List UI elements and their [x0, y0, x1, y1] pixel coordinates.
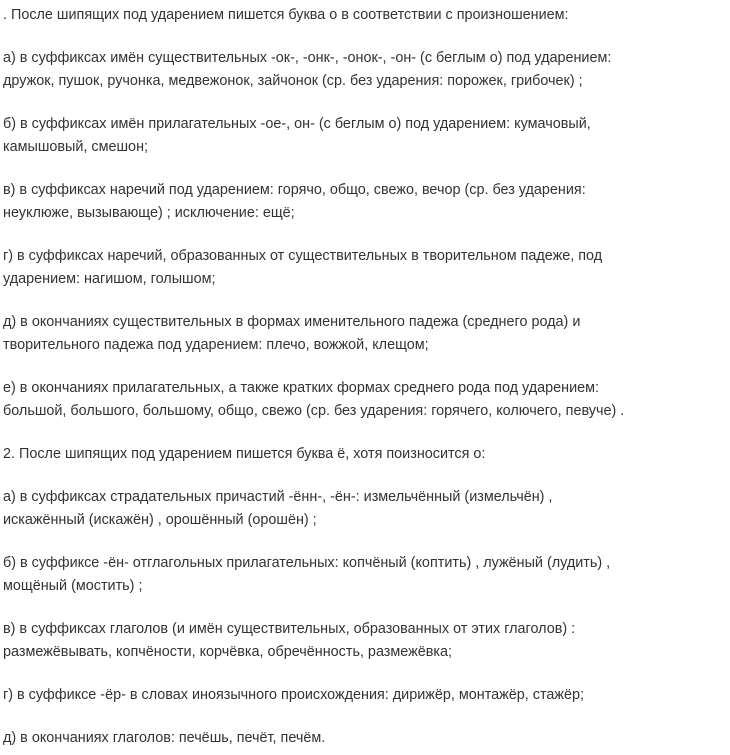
paragraph-rule-2v — [3, 618, 727, 664]
text-line: мощёный (мостить) ; — [3, 578, 143, 594]
paragraph-rule-a — [3, 47, 727, 93]
text-line: а) в суффиксах имён существительных -ок-, -онк-, -онок-, -он- (с беглым о) под ударением: — [3, 50, 612, 66]
text-line: размежёвывать, копчёности, корчёвка, обречённость, размежёвка; — [3, 644, 453, 660]
text-line: в) в суффиксах наречий под ударением: горячо, общо, свежо, вечор (ср. без ударения: — [3, 182, 586, 198]
paragraph-rule-2b — [3, 552, 727, 598]
text-line: в) в суффиксах глаголов (и имён существительных, образованных от этих глаголов) : — [3, 621, 576, 637]
text-line: г) в суффиксе -ёр- в словах иноязычного происхождения: дирижёр, монтажёр, стажёр; — [3, 687, 585, 703]
text-line: искажённый (искажён) , орошённый (орошён) ; — [3, 512, 317, 528]
paragraph-rule-2a — [3, 486, 727, 532]
text-line: 2. После шипящих под ударением пишется буква ё, хотя поизносится о: — [3, 446, 486, 462]
text-line: г) в суффиксах наречий, образованных от существительных в творительном падеже, под — [3, 248, 603, 264]
text-line: творительного падежа под ударением: плечо, вожжой, клещом; — [3, 337, 429, 353]
paragraph-rule-2d — [3, 727, 727, 750]
text-line: а) в суффиксах страдательных причастий -ённ-, -ён-: измельчённый (измельчён) , — [3, 489, 553, 505]
paragraph-rule-g — [3, 245, 727, 291]
text-line: неуклюже, вызывающе) ; исключение: ещё; — [3, 205, 295, 221]
paragraph-rule-b — [3, 113, 727, 159]
paragraph-rule-e — [3, 377, 727, 423]
paragraph-intro — [3, 4, 727, 27]
text-line: б) в суффиксах имён прилагательных -ое-, он- (с беглым о) под ударением: кумачовый, — [3, 116, 591, 132]
text-line: . После шипящих под ударением пишется буква о в соответствии с произношением: — [3, 7, 569, 23]
text-line: д) в окончаниях глаголов: печёшь, печёт, печём. — [3, 730, 326, 746]
text-line: б) в суффиксе -ён- отглагольных прилагательных: копчёный (коптить) , лужёный (лудить) , — [3, 555, 611, 571]
paragraph-rule-v — [3, 179, 727, 225]
paragraph-rule-2g — [3, 684, 727, 707]
text-line: камышовый, смешон; — [3, 139, 149, 155]
text-line: д) в окончаниях существительных в формах именительного падежа (среднего рода) и — [3, 314, 581, 330]
paragraph-section-2 — [3, 443, 727, 466]
paragraph-rule-d — [3, 311, 727, 357]
text-line: ударением: нагишом, голышом; — [3, 271, 216, 287]
text-line: большой, большого, большому, общо, свежо (ср. без ударения: горячего, колючего, певуче) . — [3, 403, 625, 419]
text-line: дружок, пушок, ручонка, медвежонок, зайчонок (ср. без ударения: порожек, грибочек) ; — [3, 73, 583, 89]
text-line: е) в окончаниях прилагательных, а также кратких формах среднего рода под ударением: — [3, 380, 600, 396]
